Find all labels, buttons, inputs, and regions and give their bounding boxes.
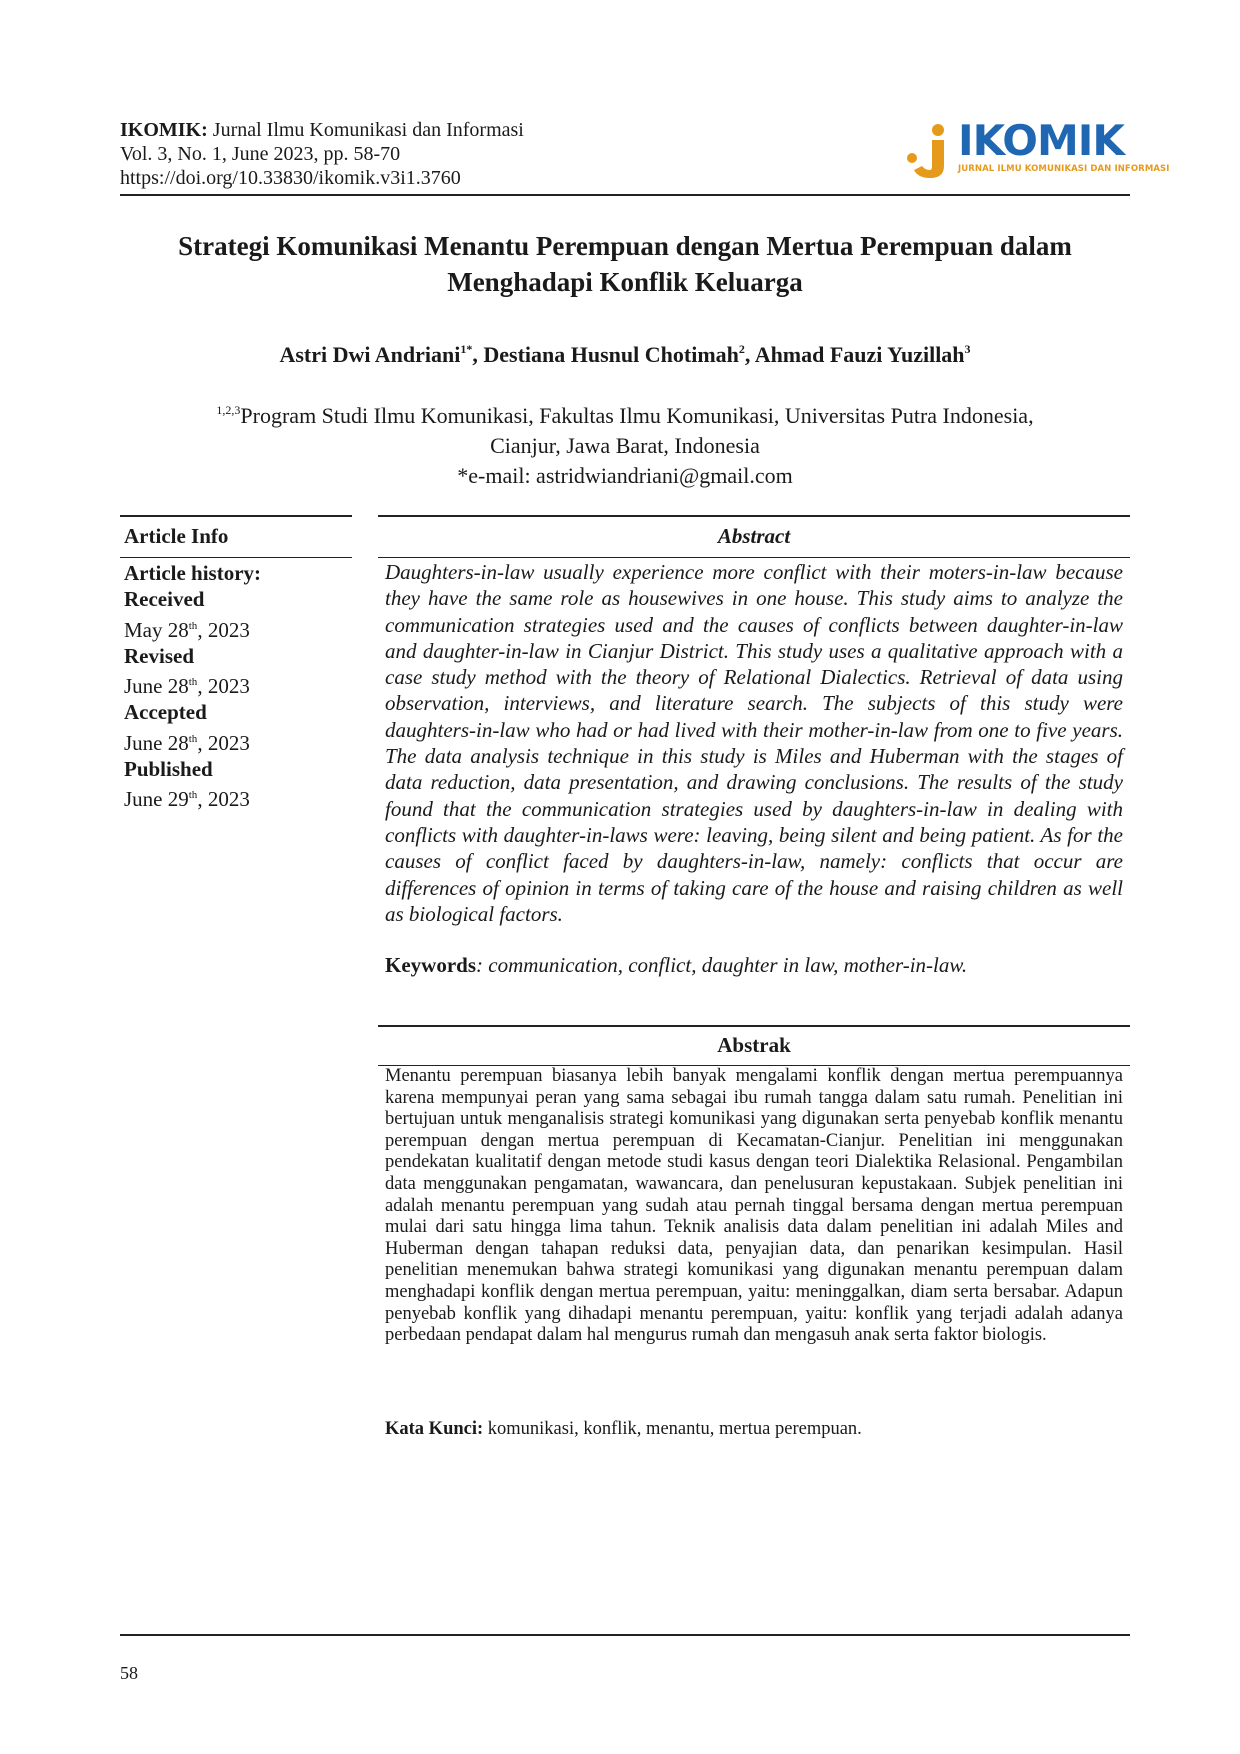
article-history (124, 560, 352, 813)
published-label: Published (124, 757, 213, 782)
journal-short-name: IKOMIK: (120, 119, 208, 141)
received-label: Received (124, 587, 205, 612)
keywords (385, 952, 1123, 978)
accepted-label: Accepted (124, 700, 207, 725)
abstract-header (378, 515, 1130, 558)
received-date: May 28th, 2023 (124, 617, 250, 642)
abstrak-header (378, 1025, 1130, 1066)
paper-title-line: Strategi Komunikasi Menantu Perempuan dengan Mertua Perempuan dalam (178, 231, 1072, 261)
article-info-header (120, 515, 352, 558)
article-info-heading: Article Info (124, 524, 229, 548)
revised-date: June 28th, 2023 (124, 674, 250, 699)
keywords-list: : communication, conflict, daughter in law, mother-in-law. (476, 953, 968, 977)
revised-label: Revised (124, 643, 194, 668)
corresponding-email: *e-mail: astridwiandriani@gmail.com (457, 463, 793, 488)
keywords-label: Keywords (385, 953, 476, 977)
logo-text: IKOMIK (958, 116, 1124, 165)
volume-info: Vol. 3, No. 1, June 2023, pp. 58-70 (120, 143, 401, 165)
journal-citation (120, 118, 524, 190)
logo-mark-icon (900, 120, 956, 180)
author-name: Destiana Husnul Chotimah (483, 342, 739, 367)
kata-kunci-label: Kata Kunci: (385, 1419, 484, 1439)
journal-header (120, 116, 1170, 196)
logo-subtitle: JURNAL ILMU KOMUNIKASI DAN INFORMASI (958, 164, 1170, 174)
abstract-heading: Abstract (717, 524, 791, 548)
doi-link[interactable]: https://doi.org/10.33830/ikomik.v3i1.3760 (120, 167, 461, 189)
affiliation-block (120, 395, 1130, 491)
abstract-text: Daughters-in-law usually experience more conflict with their moters-in-law because they have the same role as housewives in one house. This study aims to analyze the communication strategies used and the causes of conflicts between daughter-in-law and daughter-in-law in Cianjur District. This study uses a qualitative approach with a case study method with the theory of Relational Dialectics. Retrieval of data using observation, interviews, and literature search. The subjects of this study were daughters-in-law who had or had lived with their mother-in-law from one to five years. The data analysis technique in this study is Miles and Huberman with the stages of data reduction, data presentation, and drawing conclusions. The results of the study found that the communication strategies used by daughters-in-law in dealing with conflicts with daughter-in-laws were: leaving, being silent and being patient. As for the causes of conflict faced by daughters-in-law, namely: conflicts that occur are differences of opinion in terms of taking care of the house and raising children as well as biological factors. (385, 560, 1123, 926)
kata-kunci-list: komunikasi, konflik, menantu, mertua perempuan. (483, 1419, 862, 1439)
author-name: Astri Dwi Andriani (279, 342, 461, 367)
abstrak-heading: Abstrak (717, 1033, 791, 1057)
abstrak-text: Menantu perempuan biasanya lebih banyak mengalami konflik dengan mertua perempuannya karena mempunyai peran yang sama sebagai ibu rumah tangga dalam satu rumah. Penelitian ini bertujuan untuk menganalisis strategi komunikasi yang digunakan serta penyebab konflik menantu perempuan dengan mertua perempuan di Kecamatan-Cianjur. Penelitian ini menggunakan pendekatan kualitatif dengan metode studi kasus dengan teori Dialektika Relasional. Pengambilan data menggunakan pengamatan, wawancara, dan penelusuran kepustakaan. Subjek penelitian ini adalah menantu perempuan yang sudah atau pernah tinggal bersama dengan mertua perempuan mulai dari satu hingga lima tahun. Teknik analisis data dalam penelitian ini adalah Miles and Huberman dengan tahapan reduksi data, penyajian data, dan penarikan kesimpulan. Hasil penelitian menemukan bahwa strategi komunikasi yang digunakan menantu perempuan dalam menghadapi konflik dengan mertua perempuan, yaitu: meninggalkan, diam serta bersabar. Adapun penyebab konflik yang dihadapi menantu perempuan, yaitu: konflik yang terjadi adalah adanya perbedaan pendapat dalam hal mengurus rumah dan mengasuh anak serta faktor biologis. (385, 1066, 1123, 1346)
accepted-date: June 28th, 2023 (124, 730, 250, 755)
ikomik-logo (900, 116, 1170, 182)
footer-divider (120, 1634, 1130, 1636)
affiliation-mark: 1,2,3 (216, 403, 241, 417)
author-affiliation-mark: 3 (964, 342, 971, 356)
journal-full-name: Jurnal Ilmu Komunikasi dan Informasi (212, 119, 524, 141)
paper-title-line: Menghadapi Konflik Keluarga (447, 267, 803, 297)
affiliation-line: Cianjur, Jawa Barat, Indonesia (490, 433, 760, 458)
author-list: Astri Dwi Andriani$^{1*}$, Destiana Husnul Chotimah$^2$, Ahmad Fauzi Yuzillah$^3$ (279, 342, 971, 367)
paper-title (120, 228, 1130, 300)
author-affiliation-mark: 1* (460, 342, 473, 356)
published-date: June 29th, 2023 (124, 787, 250, 812)
page-number: 58 (120, 1663, 138, 1683)
kata-kunci (385, 1417, 1123, 1441)
history-label: Article history: (124, 561, 262, 585)
affiliation-line: Program Studi Ilmu Komunikasi, Fakultas Ilmu Komunikasi, Universitas Putra Indonesia, (240, 403, 1034, 428)
author-affiliation-mark: 2 (738, 342, 745, 356)
author-name: Ahmad Fauzi Yuzillah (754, 342, 965, 367)
